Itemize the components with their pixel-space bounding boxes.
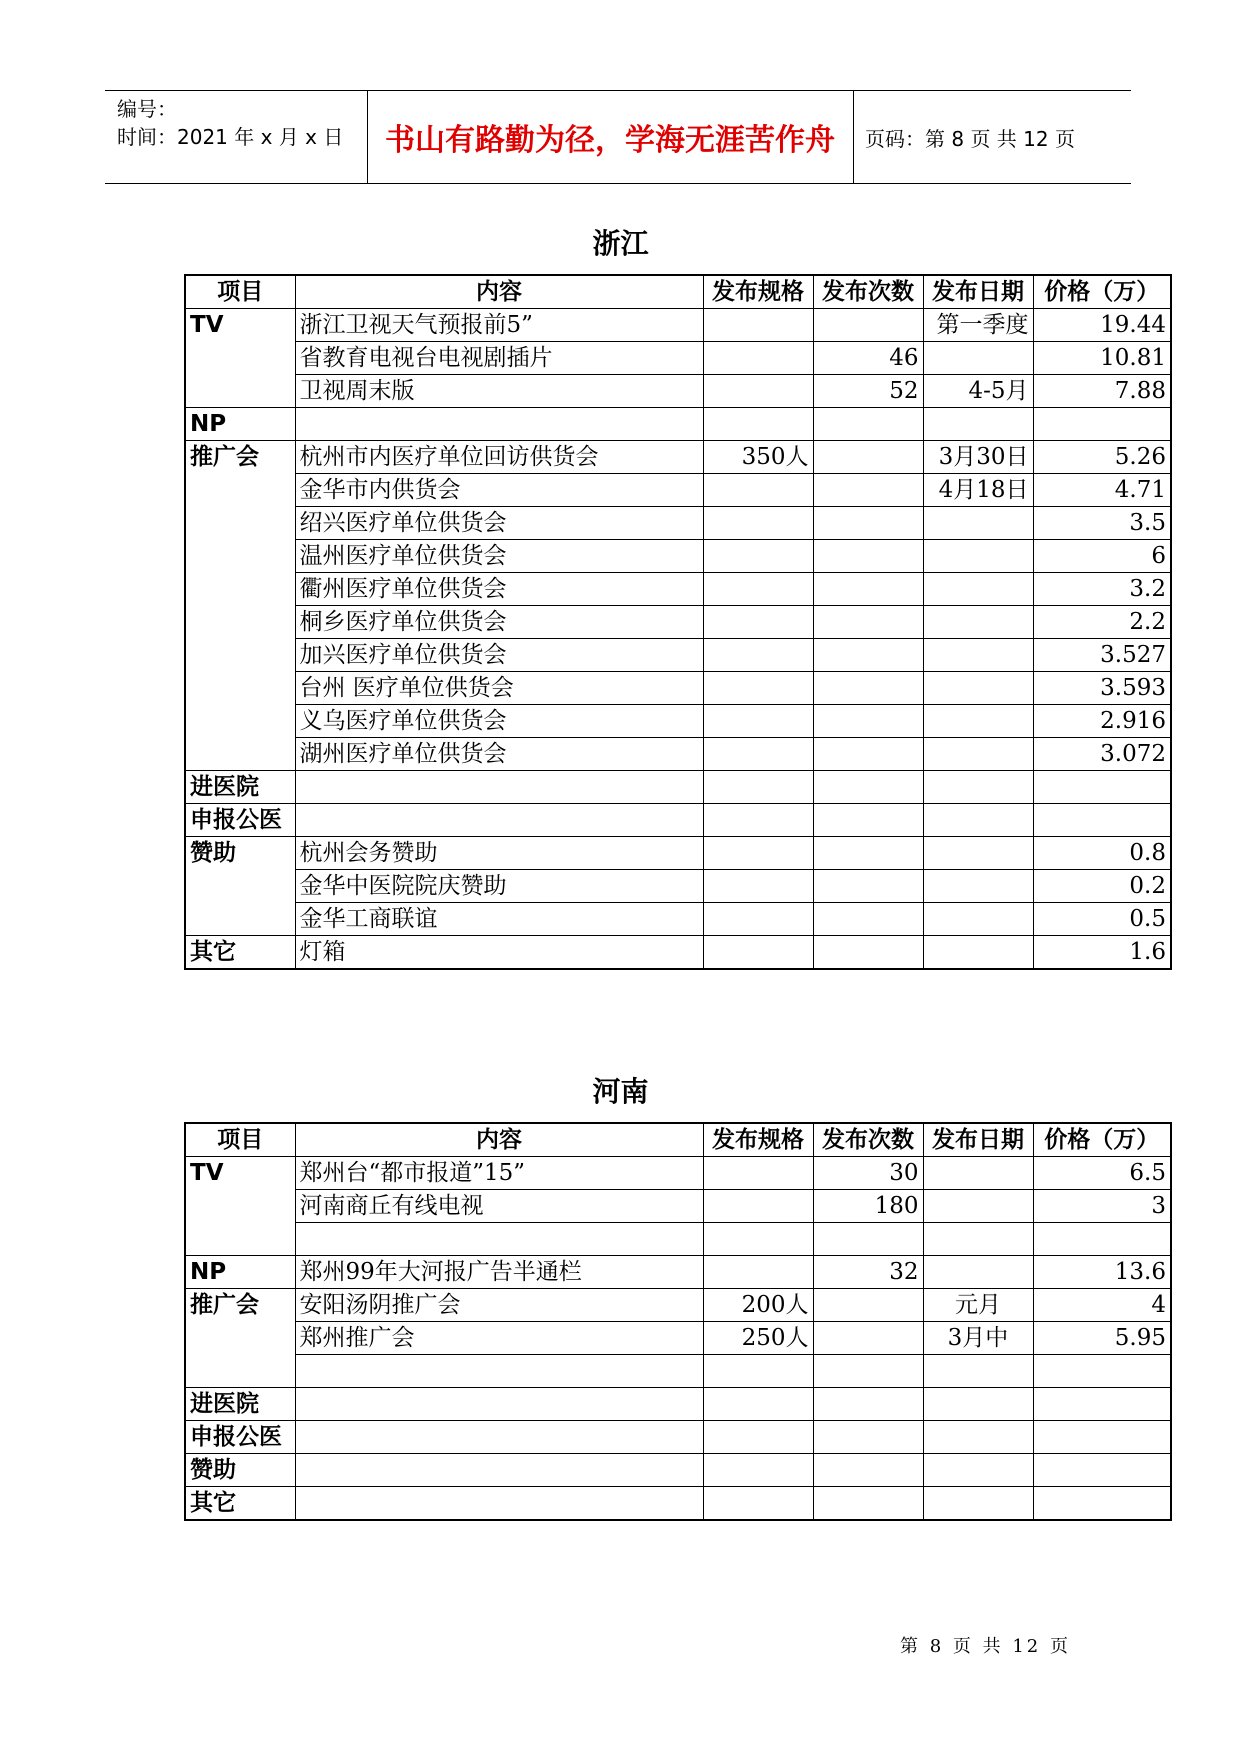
row-count: 180 xyxy=(813,1190,923,1223)
row-category: TV xyxy=(185,1157,295,1190)
row-content: 桐乡医疗单位供货会 xyxy=(295,606,703,639)
table-row xyxy=(185,1388,1171,1421)
table-row xyxy=(185,870,1171,903)
table-row xyxy=(185,903,1171,936)
row-price: 13.6 xyxy=(1033,1256,1171,1289)
row-category xyxy=(185,1322,295,1355)
row-count: 46 xyxy=(813,342,923,375)
row-count xyxy=(813,1322,923,1355)
row-spec xyxy=(703,804,813,837)
row-date xyxy=(923,837,1033,870)
row-date xyxy=(923,1388,1033,1421)
row-price xyxy=(1033,804,1171,837)
page-header xyxy=(105,90,1131,184)
row-category xyxy=(185,540,295,573)
row-spec xyxy=(703,408,813,441)
row-category xyxy=(185,507,295,540)
column-header-date: 发布日期 xyxy=(923,1123,1033,1157)
row-category xyxy=(185,870,295,903)
row-spec xyxy=(703,1421,813,1454)
row-date xyxy=(923,672,1033,705)
table-row xyxy=(185,771,1171,804)
row-date xyxy=(923,573,1033,606)
henan-table xyxy=(184,1122,1172,1521)
row-count xyxy=(813,507,923,540)
row-category xyxy=(185,474,295,507)
row-spec xyxy=(703,870,813,903)
column-header-spec: 发布规格 xyxy=(703,275,813,309)
row-content: 河南商丘有线电视 xyxy=(295,1190,703,1223)
row-spec xyxy=(703,1355,813,1388)
row-spec xyxy=(703,738,813,771)
row-price: 3.593 xyxy=(1033,672,1171,705)
table-row xyxy=(185,1355,1171,1388)
row-price: 0.5 xyxy=(1033,903,1171,936)
row-date xyxy=(923,738,1033,771)
row-date xyxy=(923,771,1033,804)
header-page-label: 页码：第 8 页 共 12 页 xyxy=(865,126,1075,151)
row-spec: 250人 xyxy=(703,1322,813,1355)
row-count xyxy=(813,540,923,573)
row-date xyxy=(923,804,1033,837)
table-row xyxy=(185,1487,1171,1521)
row-date xyxy=(923,1355,1033,1388)
column-header-item: 项目 xyxy=(185,275,295,309)
table-row xyxy=(185,1454,1171,1487)
row-category: 推广会 xyxy=(185,1289,295,1322)
row-price: 0.2 xyxy=(1033,870,1171,903)
row-price: 3.2 xyxy=(1033,573,1171,606)
row-category: NP xyxy=(185,408,295,441)
section-title-zhejiang: 浙江 xyxy=(592,227,649,260)
table-row xyxy=(185,507,1171,540)
row-count xyxy=(813,738,923,771)
row-price: 5.95 xyxy=(1033,1322,1171,1355)
row-category xyxy=(185,606,295,639)
row-category xyxy=(185,573,295,606)
table-row xyxy=(185,606,1171,639)
row-category xyxy=(185,903,295,936)
document-time-label: 时间：2021 年 x 月 x 日 xyxy=(117,125,344,149)
table-row xyxy=(185,342,1171,375)
row-spec xyxy=(703,1454,813,1487)
row-spec xyxy=(703,573,813,606)
row-category: TV xyxy=(185,309,295,342)
table-row xyxy=(185,1223,1171,1256)
row-category: 推广会 xyxy=(185,441,295,474)
row-price: 2.916 xyxy=(1033,705,1171,738)
column-header-price: 价格（万） xyxy=(1033,275,1171,309)
table-row xyxy=(185,837,1171,870)
column-header-date: 发布日期 xyxy=(923,275,1033,309)
zhejiang-table xyxy=(184,274,1172,970)
column-header-count: 发布次数 xyxy=(813,1123,923,1157)
table-row xyxy=(185,375,1171,408)
row-price: 1.6 xyxy=(1033,936,1171,970)
row-count xyxy=(813,672,923,705)
row-count xyxy=(813,771,923,804)
row-content xyxy=(295,1388,703,1421)
row-category: 其它 xyxy=(185,1487,295,1521)
row-spec xyxy=(703,1157,813,1190)
row-date xyxy=(923,540,1033,573)
row-spec xyxy=(703,309,813,342)
row-content: 湖州医疗单位供货会 xyxy=(295,738,703,771)
row-price: 2.2 xyxy=(1033,606,1171,639)
row-content: 台州 医疗单位供货会 xyxy=(295,672,703,705)
row-price: 4 xyxy=(1033,1289,1171,1322)
row-content xyxy=(295,771,703,804)
row-category xyxy=(185,1355,295,1388)
row-spec xyxy=(703,936,813,970)
row-date: 元月 xyxy=(923,1289,1033,1322)
row-content: 金华中医院院庆赞助 xyxy=(295,870,703,903)
row-spec xyxy=(703,606,813,639)
row-price: 19.44 xyxy=(1033,309,1171,342)
row-date xyxy=(923,606,1033,639)
row-count xyxy=(813,1487,923,1521)
row-content: 杭州市内医疗单位回访供货会 xyxy=(295,441,703,474)
row-category: NP xyxy=(185,1256,295,1289)
row-content: 卫视周末版 xyxy=(295,375,703,408)
row-spec xyxy=(703,540,813,573)
row-price: 0.8 xyxy=(1033,837,1171,870)
row-price xyxy=(1033,771,1171,804)
row-price: 3 xyxy=(1033,1190,1171,1223)
row-category xyxy=(185,639,295,672)
row-spec: 200人 xyxy=(703,1289,813,1322)
column-header-count: 发布次数 xyxy=(813,275,923,309)
row-content: 郑州99年大河报广告半通栏 xyxy=(295,1256,703,1289)
row-date xyxy=(923,342,1033,375)
table-row xyxy=(185,936,1171,970)
header-meta xyxy=(105,91,368,183)
row-content: 杭州会务赞助 xyxy=(295,837,703,870)
row-content: 灯箱 xyxy=(295,936,703,970)
row-price: 3.527 xyxy=(1033,639,1171,672)
table-row xyxy=(185,1322,1171,1355)
table-row xyxy=(185,1421,1171,1454)
table-row xyxy=(185,672,1171,705)
row-price: 6 xyxy=(1033,540,1171,573)
row-price xyxy=(1033,1388,1171,1421)
row-count xyxy=(813,1454,923,1487)
row-date: 4月18日 xyxy=(923,474,1033,507)
row-price xyxy=(1033,1454,1171,1487)
section-title-henan: 河南 xyxy=(592,1075,649,1108)
row-spec xyxy=(703,1487,813,1521)
row-content: 温州医疗单位供货会 xyxy=(295,540,703,573)
table-row xyxy=(185,1157,1171,1190)
row-spec xyxy=(703,771,813,804)
row-content xyxy=(295,1355,703,1388)
table-row xyxy=(185,540,1171,573)
table-header-row xyxy=(185,275,1171,309)
row-spec xyxy=(703,837,813,870)
row-count: 32 xyxy=(813,1256,923,1289)
row-content: 郑州台“都市报道”15” xyxy=(295,1157,703,1190)
row-spec xyxy=(703,1223,813,1256)
row-price xyxy=(1033,1355,1171,1388)
row-date xyxy=(923,1454,1033,1487)
row-count xyxy=(813,309,923,342)
table-row xyxy=(185,804,1171,837)
row-date: 3月30日 xyxy=(923,441,1033,474)
table-row xyxy=(185,309,1171,342)
table-row xyxy=(185,1289,1171,1322)
row-count xyxy=(813,573,923,606)
row-content: 衢州医疗单位供货会 xyxy=(295,573,703,606)
table-row xyxy=(185,1256,1171,1289)
column-header-content: 内容 xyxy=(295,1123,703,1157)
row-spec xyxy=(703,903,813,936)
row-spec xyxy=(703,672,813,705)
table-row xyxy=(185,738,1171,771)
row-spec xyxy=(703,639,813,672)
row-content: 义乌医疗单位供货会 xyxy=(295,705,703,738)
row-price: 3.5 xyxy=(1033,507,1171,540)
row-date: 4-5月 xyxy=(923,375,1033,408)
row-content: 加兴医疗单位供货会 xyxy=(295,639,703,672)
row-content: 郑州推广会 xyxy=(295,1322,703,1355)
column-header-content: 内容 xyxy=(295,275,703,309)
row-content xyxy=(295,1487,703,1521)
row-content: 浙江卫视天气预报前5” xyxy=(295,309,703,342)
row-date xyxy=(923,507,1033,540)
row-price xyxy=(1033,1487,1171,1521)
row-date xyxy=(923,903,1033,936)
row-date xyxy=(923,1157,1033,1190)
row-date xyxy=(923,1421,1033,1454)
row-content xyxy=(295,1421,703,1454)
row-content: 金华市内供货会 xyxy=(295,474,703,507)
table-row xyxy=(185,573,1171,606)
row-spec: 350人 xyxy=(703,441,813,474)
row-price: 3.072 xyxy=(1033,738,1171,771)
row-category xyxy=(185,1223,295,1256)
row-date xyxy=(923,1223,1033,1256)
table-row xyxy=(185,408,1171,441)
row-spec xyxy=(703,342,813,375)
table-row xyxy=(185,639,1171,672)
column-header-price: 价格（万） xyxy=(1033,1123,1171,1157)
column-header-item: 项目 xyxy=(185,1123,295,1157)
row-price: 7.88 xyxy=(1033,375,1171,408)
row-category xyxy=(185,375,295,408)
row-spec xyxy=(703,1388,813,1421)
row-count xyxy=(813,1355,923,1388)
row-category xyxy=(185,672,295,705)
row-content: 绍兴医疗单位供货会 xyxy=(295,507,703,540)
row-spec xyxy=(703,375,813,408)
row-category xyxy=(185,705,295,738)
document-number-label: 编号： xyxy=(117,97,177,121)
row-category: 进医院 xyxy=(185,1388,295,1421)
row-count xyxy=(813,870,923,903)
row-category: 申报公医 xyxy=(185,1421,295,1454)
row-content xyxy=(295,1454,703,1487)
row-count xyxy=(813,441,923,474)
row-count xyxy=(813,606,923,639)
row-count xyxy=(813,1388,923,1421)
row-price xyxy=(1033,1223,1171,1256)
header-motto: 书山有路勤为径，学海无涯苦作舟 xyxy=(367,91,854,183)
row-count xyxy=(813,474,923,507)
row-category xyxy=(185,1190,295,1223)
row-category: 其它 xyxy=(185,936,295,970)
row-category: 进医院 xyxy=(185,771,295,804)
row-count: 30 xyxy=(813,1157,923,1190)
row-price: 6.5 xyxy=(1033,1157,1171,1190)
row-count xyxy=(813,1223,923,1256)
row-spec xyxy=(703,507,813,540)
column-header-spec: 发布规格 xyxy=(703,1123,813,1157)
row-count xyxy=(813,1289,923,1322)
row-count xyxy=(813,804,923,837)
row-count xyxy=(813,936,923,970)
row-spec xyxy=(703,474,813,507)
row-count xyxy=(813,705,923,738)
table-header-row xyxy=(185,1123,1171,1157)
row-content xyxy=(295,1223,703,1256)
row-date xyxy=(923,705,1033,738)
row-price: 4.71 xyxy=(1033,474,1171,507)
row-date: 3月中 xyxy=(923,1322,1033,1355)
row-count xyxy=(813,639,923,672)
row-content: 安阳汤阴推广会 xyxy=(295,1289,703,1322)
row-price xyxy=(1033,1421,1171,1454)
row-date: 第一季度 xyxy=(923,309,1033,342)
row-content: 金华工商联谊 xyxy=(295,903,703,936)
row-count xyxy=(813,837,923,870)
row-date xyxy=(923,1487,1033,1521)
row-category xyxy=(185,738,295,771)
row-content xyxy=(295,408,703,441)
table-row xyxy=(185,705,1171,738)
row-date xyxy=(923,1190,1033,1223)
table-row xyxy=(185,1190,1171,1223)
row-count xyxy=(813,1421,923,1454)
row-category: 赞助 xyxy=(185,1454,295,1487)
row-date xyxy=(923,870,1033,903)
row-category: 申报公医 xyxy=(185,804,295,837)
row-count: 52 xyxy=(813,375,923,408)
row-price: 5.26 xyxy=(1033,441,1171,474)
table-row xyxy=(185,441,1171,474)
row-count xyxy=(813,903,923,936)
row-content xyxy=(295,804,703,837)
row-spec xyxy=(703,1256,813,1289)
row-spec xyxy=(703,705,813,738)
row-price: 10.81 xyxy=(1033,342,1171,375)
row-category: 赞助 xyxy=(185,837,295,870)
row-price xyxy=(1033,408,1171,441)
table-row xyxy=(185,474,1171,507)
row-category xyxy=(185,342,295,375)
row-count xyxy=(813,408,923,441)
row-date xyxy=(923,639,1033,672)
row-date xyxy=(923,936,1033,970)
page-footer: 第 8 页 共 12 页 xyxy=(900,1636,1071,1657)
row-date xyxy=(923,408,1033,441)
row-date xyxy=(923,1256,1033,1289)
row-content: 省教育电视台电视剧插片 xyxy=(295,342,703,375)
row-spec xyxy=(703,1190,813,1223)
